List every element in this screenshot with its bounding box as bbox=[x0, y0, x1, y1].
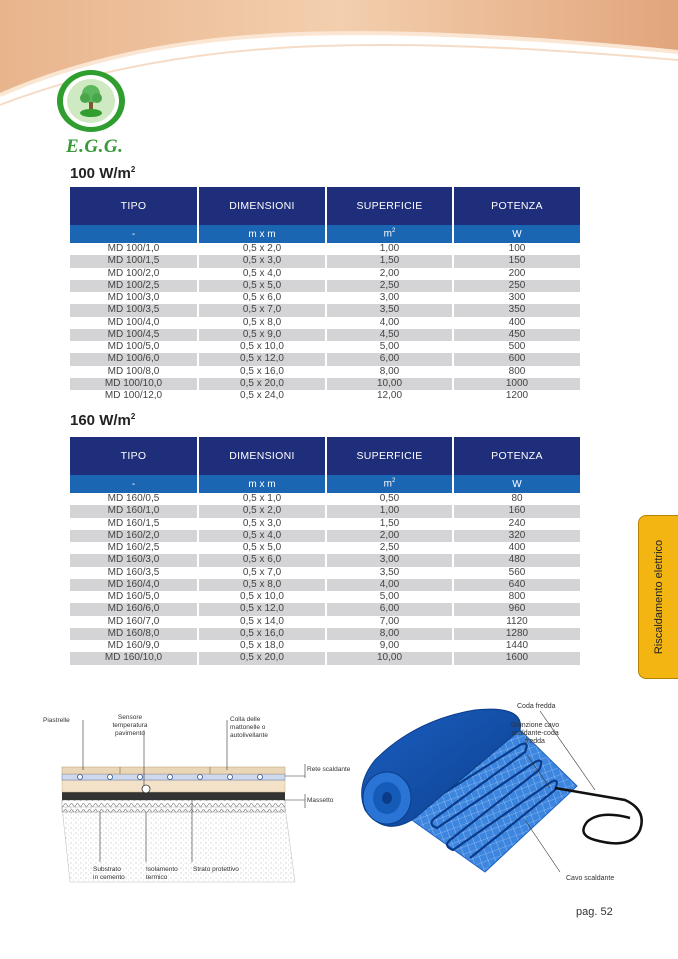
cell-potenza: 160 bbox=[453, 505, 580, 517]
cell-potenza: 450 bbox=[453, 329, 580, 341]
header-potenza: POTENZA bbox=[453, 187, 580, 225]
table-row bbox=[70, 268, 580, 280]
unit-dimensioni: m x m bbox=[198, 475, 326, 493]
cell-superficie: 2,00 bbox=[326, 530, 453, 542]
header-superficie: SUPERFICIE bbox=[326, 187, 453, 225]
table-160w bbox=[70, 437, 580, 665]
table-row bbox=[70, 603, 580, 615]
table-row bbox=[70, 366, 580, 378]
table-row bbox=[70, 591, 580, 603]
cell-tipo: MD 160/1,0 bbox=[70, 505, 198, 517]
section-title-100: 100 $W/m^2$ bbox=[70, 165, 136, 182]
cell-dimensioni: 0,5 x 16,0 bbox=[198, 366, 326, 378]
cell-potenza: 240 bbox=[453, 518, 580, 530]
table-row bbox=[70, 530, 580, 542]
cell-tipo: MD 100/8,0 bbox=[70, 366, 198, 378]
label-isolamento: Isolamento termico bbox=[146, 866, 178, 881]
table-row bbox=[70, 518, 580, 530]
cell-superficie: 1,00 bbox=[326, 505, 453, 517]
cell-superficie: 3,50 bbox=[326, 304, 453, 316]
cell-potenza: 1120 bbox=[453, 616, 580, 628]
cell-superficie: 2,50 bbox=[326, 542, 453, 554]
cell-superficie: 3,00 bbox=[326, 292, 453, 304]
table-row bbox=[70, 505, 580, 517]
cell-dimensioni: 0,5 x 24,0 bbox=[198, 390, 326, 402]
table-row bbox=[70, 652, 580, 664]
cell-dimensioni: 0,5 x 4,0 bbox=[198, 268, 326, 280]
cell-dimensioni: 0,5 x 7,0 bbox=[198, 567, 326, 579]
cell-dimensioni: 0,5 x 10,0 bbox=[198, 591, 326, 603]
table-row bbox=[70, 304, 580, 316]
table-row bbox=[70, 280, 580, 292]
cell-superficie: 3,00 bbox=[326, 554, 453, 566]
cell-tipo: MD 160/2,5 bbox=[70, 542, 198, 554]
cell-superficie: 4,00 bbox=[326, 317, 453, 329]
cell-potenza: 480 bbox=[453, 554, 580, 566]
cell-potenza: 1000 bbox=[453, 378, 580, 390]
cell-potenza: 400 bbox=[453, 317, 580, 329]
unit-superficie: $m^2$ bbox=[326, 475, 453, 493]
cell-potenza: 350 bbox=[453, 304, 580, 316]
table-row bbox=[70, 579, 580, 591]
table-row bbox=[70, 255, 580, 267]
cell-tipo: MD 160/3,5 bbox=[70, 567, 198, 579]
table-row bbox=[70, 542, 580, 554]
label-massetto: Massetto bbox=[307, 797, 334, 804]
cell-potenza: 100 bbox=[453, 243, 580, 255]
header-tipo: TIPO bbox=[70, 187, 198, 225]
brand-name: E.G.G. bbox=[66, 136, 124, 157]
cell-dimensioni: 0,5 x 5,0 bbox=[198, 280, 326, 292]
cell-potenza: 800 bbox=[453, 591, 580, 603]
cell-tipo: MD 100/5,0 bbox=[70, 341, 198, 353]
cell-tipo: MD 100/1,0 bbox=[70, 243, 198, 255]
table-row bbox=[70, 628, 580, 640]
cell-superficie: 6,00 bbox=[326, 603, 453, 615]
page-number: pag. 52 bbox=[576, 906, 613, 918]
cell-tipo: MD 160/5,0 bbox=[70, 591, 198, 603]
cell-dimensioni: 0,5 x 3,0 bbox=[198, 518, 326, 530]
cell-dimensioni: 0,5 x 14,0 bbox=[198, 616, 326, 628]
cell-dimensioni: 0,5 x 5,0 bbox=[198, 542, 326, 554]
cell-tipo: MD 160/10,0 bbox=[70, 652, 198, 664]
table-row bbox=[70, 554, 580, 566]
table-100w bbox=[70, 187, 580, 402]
cell-superficie: 3,50 bbox=[326, 567, 453, 579]
table-row bbox=[70, 329, 580, 341]
cell-potenza: 1600 bbox=[453, 652, 580, 664]
table-row bbox=[70, 317, 580, 329]
cell-superficie: 2,00 bbox=[326, 268, 453, 280]
cell-dimensioni: 0,5 x 1,0 bbox=[198, 493, 326, 505]
section-side-tab: Riscaldamento elettrico bbox=[638, 515, 678, 679]
cell-potenza: 80 bbox=[453, 493, 580, 505]
cell-superficie: 1,50 bbox=[326, 518, 453, 530]
table-row bbox=[70, 378, 580, 390]
cell-superficie: 9,00 bbox=[326, 640, 453, 652]
cell-potenza: 400 bbox=[453, 542, 580, 554]
cell-tipo: MD 160/2,0 bbox=[70, 530, 198, 542]
label-coda-fredda: Coda fredda bbox=[517, 703, 556, 710]
cell-tipo: MD 160/9,0 bbox=[70, 640, 198, 652]
label-colla: Colla delle mattonelle o autolivellante bbox=[230, 716, 268, 739]
label-rete: Rete scaldante bbox=[307, 766, 351, 773]
cell-tipo: MD 100/6,0 bbox=[70, 353, 198, 365]
cell-superficie: 4,00 bbox=[326, 579, 453, 591]
cell-tipo: MD 100/3,0 bbox=[70, 292, 198, 304]
cell-potenza: 200 bbox=[453, 268, 580, 280]
egg-logo-icon bbox=[55, 68, 127, 134]
cell-superficie: 10,00 bbox=[326, 652, 453, 664]
cell-potenza: 320 bbox=[453, 530, 580, 542]
cell-superficie: 0,50 bbox=[326, 493, 453, 505]
cell-superficie: 8,00 bbox=[326, 366, 453, 378]
unit-dimensioni: m x m bbox=[198, 225, 326, 243]
label-piastrelle: Piastrelle bbox=[43, 717, 70, 724]
cell-potenza: 500 bbox=[453, 341, 580, 353]
floor-section-diagram bbox=[40, 712, 320, 892]
unit-tipo: - bbox=[70, 225, 198, 243]
unit-potenza: W bbox=[453, 475, 580, 493]
header-superficie: SUPERFICIE bbox=[326, 437, 453, 475]
cell-superficie: 12,00 bbox=[326, 390, 453, 402]
cell-tipo: MD 100/12,0 bbox=[70, 390, 198, 402]
cell-dimensioni: 0,5 x 10,0 bbox=[198, 341, 326, 353]
cell-potenza: 800 bbox=[453, 366, 580, 378]
cell-potenza: 600 bbox=[453, 353, 580, 365]
label-cavo-scaldante: Cavo scaldante bbox=[566, 875, 615, 882]
cell-tipo: MD 100/4,0 bbox=[70, 317, 198, 329]
cell-superficie: 7,00 bbox=[326, 616, 453, 628]
cell-potenza: 150 bbox=[453, 255, 580, 267]
cell-dimensioni: 0,5 x 9,0 bbox=[198, 329, 326, 341]
cell-superficie: 5,00 bbox=[326, 591, 453, 603]
cell-potenza: 560 bbox=[453, 567, 580, 579]
label-substrato: Substrato in cemento bbox=[93, 866, 125, 881]
cell-potenza: 250 bbox=[453, 280, 580, 292]
cell-dimensioni: 0,5 x 12,0 bbox=[198, 603, 326, 615]
table-100w-body bbox=[70, 243, 580, 402]
table-row bbox=[70, 243, 580, 255]
cell-potenza: 1200 bbox=[453, 390, 580, 402]
cell-tipo: MD 160/4,0 bbox=[70, 579, 198, 591]
cell-dimensioni: 0,5 x 6,0 bbox=[198, 292, 326, 304]
table-row bbox=[70, 616, 580, 628]
cell-dimensioni: 0,5 x 7,0 bbox=[198, 304, 326, 316]
cell-superficie: 1,00 bbox=[326, 243, 453, 255]
label-giunzione: Giunzione cavo scaldante-coda fredda bbox=[510, 722, 560, 745]
cell-dimensioni: 0,5 x 12,0 bbox=[198, 353, 326, 365]
cell-superficie: 8,00 bbox=[326, 628, 453, 640]
table-row bbox=[70, 567, 580, 579]
section-title-160: 160 $W/m^2$ bbox=[70, 412, 136, 429]
unit-superficie: $m^2$ bbox=[326, 225, 453, 243]
table-row bbox=[70, 493, 580, 505]
cell-superficie: 10,00 bbox=[326, 378, 453, 390]
cell-potenza: 960 bbox=[453, 603, 580, 615]
cell-potenza: 640 bbox=[453, 579, 580, 591]
cell-superficie: 5,00 bbox=[326, 341, 453, 353]
label-sensore: Sensore temperatura pavimento bbox=[112, 714, 148, 737]
cell-dimensioni: 0,5 x 2,0 bbox=[198, 505, 326, 517]
cell-dimensioni: 0,5 x 3,0 bbox=[198, 255, 326, 267]
cell-potenza: 1440 bbox=[453, 640, 580, 652]
table-160w-body bbox=[70, 493, 580, 665]
cell-dimensioni: 0,5 x 4,0 bbox=[198, 530, 326, 542]
table-row bbox=[70, 292, 580, 304]
cell-tipo: MD 100/1,5 bbox=[70, 255, 198, 267]
table-row bbox=[70, 341, 580, 353]
cell-tipo: MD 160/3,0 bbox=[70, 554, 198, 566]
cell-dimensioni: 0,5 x 20,0 bbox=[198, 378, 326, 390]
table-row bbox=[70, 390, 580, 402]
cell-potenza: 300 bbox=[453, 292, 580, 304]
unit-tipo: - bbox=[70, 475, 198, 493]
cell-dimensioni: 0,5 x 20,0 bbox=[198, 652, 326, 664]
cell-dimensioni: 0,5 x 8,0 bbox=[198, 317, 326, 329]
cell-tipo: MD 100/4,5 bbox=[70, 329, 198, 341]
cell-tipo: MD 100/2,5 bbox=[70, 280, 198, 292]
cell-superficie: 1,50 bbox=[326, 255, 453, 267]
cell-tipo: MD 160/8,0 bbox=[70, 628, 198, 640]
table-row bbox=[70, 353, 580, 365]
table-row bbox=[70, 640, 580, 652]
cell-dimensioni: 0,5 x 2,0 bbox=[198, 243, 326, 255]
cell-tipo: MD 100/2,0 bbox=[70, 268, 198, 280]
cell-superficie: 2,50 bbox=[326, 280, 453, 292]
cell-dimensioni: 0,5 x 8,0 bbox=[198, 579, 326, 591]
cell-dimensioni: 0,5 x 6,0 bbox=[198, 554, 326, 566]
cell-potenza: 1280 bbox=[453, 628, 580, 640]
label-strato: Strato protettivo bbox=[193, 866, 239, 873]
cell-tipo: MD 100/10,0 bbox=[70, 378, 198, 390]
cell-dimensioni: 0,5 x 18,0 bbox=[198, 640, 326, 652]
cell-dimensioni: 0,5 x 16,0 bbox=[198, 628, 326, 640]
unit-potenza: W bbox=[453, 225, 580, 243]
cell-tipo: MD 160/6,0 bbox=[70, 603, 198, 615]
cell-tipo: MD 160/0,5 bbox=[70, 493, 198, 505]
header-dimensioni: DIMENSIONI bbox=[198, 187, 326, 225]
header-tipo: TIPO bbox=[70, 437, 198, 475]
header-potenza: POTENZA bbox=[453, 437, 580, 475]
cell-superficie: 6,00 bbox=[326, 353, 453, 365]
header-dimensioni: DIMENSIONI bbox=[198, 437, 326, 475]
cell-tipo: MD 160/1,5 bbox=[70, 518, 198, 530]
cell-tipo: MD 160/7,0 bbox=[70, 616, 198, 628]
cell-superficie: 4,50 bbox=[326, 329, 453, 341]
cell-tipo: MD 100/3,5 bbox=[70, 304, 198, 316]
